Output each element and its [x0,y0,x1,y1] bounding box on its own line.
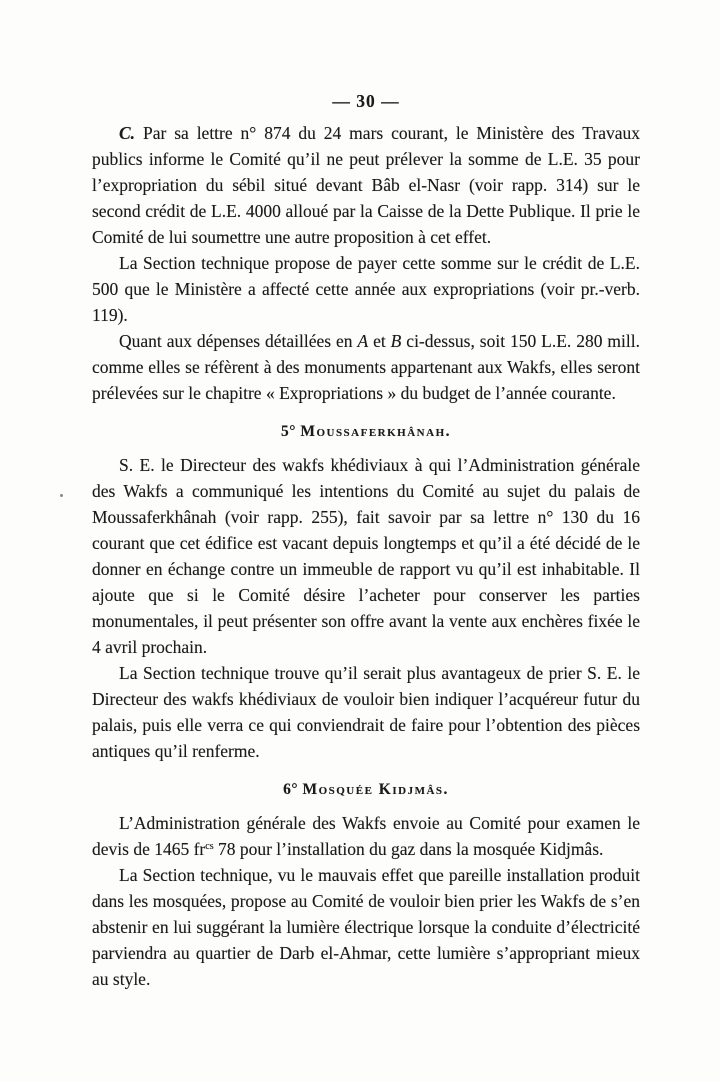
paragraph-section-technique-electricite: La Section technique, vu le mauvais effet que pareille installation produit dans les mosquées, propose au Comité de vouloir bien prier les Wakfs de s’en abstenir en lui suggérant la lumière électrique lorsque la conduite d’électricité parviendra au quartier de Darb el-Ahmar, cette lumière s’appropriant mieux au style. [92,865,640,989]
variable-b: B [390,331,402,351]
scan-speck [60,494,63,497]
paragraph-text: 78 pour l’installation du gaz dans la mosquée Kidjmâs. [213,839,604,859]
paragraph-devis-gaz [92,810,640,862]
section-title: Moussaferkhânah. [300,423,451,440]
currency-superscript: cs [205,841,214,852]
section-number: 6° [283,781,299,798]
page-number: — 30 — [332,91,400,111]
paragraph-section-technique-credit: La Section technique propose de payer cette somme sur le crédit de L.E. 500 que le Ministère a affecté cette année aux expropriations (voir pr.-verb. 119). [92,253,640,325]
paragraph-text: L’Administration générale des Wakfs envoie au Comité pour examen le devis de 1465 fr [92,813,640,859]
paragraph-lead-letter: C. [119,123,136,143]
paragraph-directeur-wakfs: S. E. le Directeur des wakfs khédiviaux à qui l’Administration générale des Wakfs a communiqué les intentions du Comité au sujet du palais de Moussaferkhânah (voir rapp. 255), fait savoir par sa lettre n° 130 du 16 courant que cet édifice est vacant depuis longtemps et qu’il a été décidé de le donner en échange contre un immeuble de rapport vu qu’il est inhabitable. Il ajoute que si le Comité désire l’acheter pour conserver les parties monumentales, il peut présenter son offre avant la vente aux enchères fixée le 4 avril prochain. [92,455,640,657]
section-title: Mosquée Kidjmâs. [302,781,449,798]
paragraph-item-c [92,120,640,250]
paragraph-depenses [92,328,640,406]
section-number: 5° [280,423,296,440]
section-heading-6-mosquee-kidjmas [92,777,640,803]
section-heading-5-moussaferkhanah [92,419,640,445]
paragraph-text: Quant aux dépenses détaillées en [119,331,358,351]
paragraph-text: Par sa lettre n° 874 du 24 mars courant, le Ministère des Travaux publics informe le Comité qu’il ne peut prélever la somme de L.E. 35 pour l’expropriation du sébil situé devant Bâb el-Nasr (voir rapp. 314) sur le second crédit de L.E. 4000 alloué par la Caisse de la Dette Publique. Il prie le Comité de lui soumettre une autre proposition à cet effet. [92,123,640,247]
paragraph-section-technique-palais: La Section technique trouve qu’il serait plus avantageux de prier S. E. le Directeur des wakfs khédiviaux de vouloir bien indiquer l’acquéreur futur du palais, puis elle verra ce qui conviendrait de faire pour l’obtention des pièces antiques qu’il renferme. [92,663,640,761]
paragraph-text: et [368,331,391,351]
text-block [92,88,640,992]
variable-a: A [357,331,369,351]
paragraph-text: ci-dessus, soit 150 L.E. 280 mill. comme elles se réfèrent à des monuments appartenant aux Wakfs, elles seront prélevées sur le chapitre « Expropriations » du budget de l’année courante. [92,331,640,403]
